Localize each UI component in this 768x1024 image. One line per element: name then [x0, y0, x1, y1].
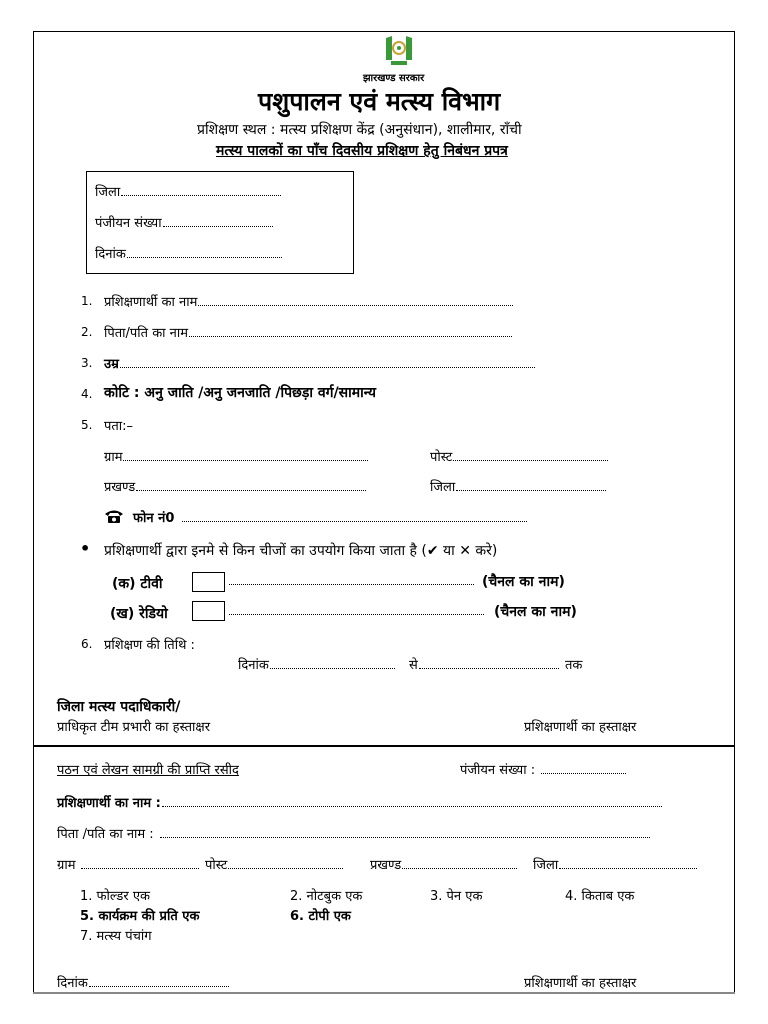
tv-channel-field[interactable]: [228, 574, 474, 589]
item-number-4: 4.: [81, 387, 93, 401]
date-word-label: दिनांक: [238, 658, 269, 673]
block-field[interactable]: [104, 477, 366, 495]
item-number-6: 6.: [81, 637, 93, 651]
village-field[interactable]: [104, 447, 368, 465]
receipt-block-field[interactable]: [370, 855, 517, 873]
tv-checkbox[interactable]: [192, 572, 225, 592]
reg-number-field[interactable]: [95, 213, 273, 231]
section-divider: [33, 745, 735, 747]
receipt-reg-label: पंजीयन संख्या :: [460, 763, 536, 778]
department-title: पशुपालन एवं मत्स्य विभाग: [258, 87, 501, 116]
officer-signature-label: प्राधिकृत टीम प्रभारी का हस्ताक्षर: [57, 720, 211, 735]
tv-label: (क) टीवी: [112, 576, 163, 592]
receipt-item-2: 2. नोटबुक एक: [290, 889, 363, 904]
radio-channel-label: (चैनल का नाम): [494, 604, 577, 620]
receipt-district-field[interactable]: [533, 855, 697, 873]
bullet-icon: •: [80, 539, 91, 558]
district-field[interactable]: [430, 477, 606, 495]
village-label: ग्राम: [104, 450, 123, 465]
receipt-item-5: 5. कार्यक्रम की प्रति एक: [80, 909, 200, 924]
post-field[interactable]: [430, 447, 608, 465]
receipt-trainee-label: प्रशिक्षणार्थी का नाम :: [57, 796, 161, 811]
usage-question: प्रशिक्षणार्थी द्वारा इनमे से किन चीजों का उपयोग किया जाता है (✔ या ✕ करे): [104, 543, 498, 559]
radio-checkbox[interactable]: [192, 601, 225, 621]
receipt-father-label: पिता /पति का नाम :: [57, 827, 154, 842]
item-number-5: 5.: [81, 418, 93, 432]
tv-channel-label: (चैनल का नाम): [482, 574, 565, 590]
receipt-district-label: जिला: [533, 858, 559, 873]
training-date-label: प्रशिक्षण की तिथि :: [104, 638, 195, 653]
address-label: पता:–: [104, 419, 134, 434]
form-title: मत्स्य पालकों का पाँच दिवसीय प्रशिक्षण हेतु निबंधन प्रपत्र: [216, 143, 508, 159]
receipt-item-6: 6. टोपी एक: [290, 909, 351, 924]
block-label: प्रखण्ड: [104, 480, 136, 495]
from-label: से: [409, 658, 418, 673]
receipt-item-7: 7. मत्स्य पंचांग: [80, 929, 152, 944]
receipt-reg-field[interactable]: [460, 760, 626, 778]
age-field[interactable]: [104, 354, 535, 372]
receipt-trainee-signature: प्रशिक्षणार्थी का हस्ताक्षर: [524, 976, 637, 991]
reg-date-field[interactable]: [95, 244, 282, 262]
father-name-label: पिता/पति का नाम: [104, 326, 189, 341]
receipt-trainee-field[interactable]: [57, 793, 662, 811]
receipt-date-field[interactable]: [57, 973, 229, 991]
radio-channel-field[interactable]: [228, 604, 484, 619]
district-label: जिला: [430, 480, 456, 495]
venue-line: प्रशिक्षण स्थल : मत्स्य प्रशिक्षण केंद्र (अनुसंधान), शालीमार, राँची: [197, 122, 522, 138]
age-label: उम्र: [104, 357, 119, 372]
training-to-date[interactable]: [409, 655, 559, 673]
phone-icon: [104, 508, 124, 524]
radio-label: (ख) रेडियो: [110, 606, 168, 622]
reg-date-label: दिनांक: [95, 247, 126, 262]
receipt-item-3: 3. पेन एक: [430, 889, 483, 904]
officer-title: जिला मत्स्य पदाधिकारी/: [57, 699, 181, 715]
reg-district-field[interactable]: [95, 182, 281, 200]
father-name-field[interactable]: [104, 323, 512, 341]
receipt-father-field[interactable]: [57, 824, 650, 842]
receipt-date-label: दिनांक: [57, 976, 88, 991]
item-number-3: 3.: [81, 356, 93, 370]
phone-label: फोन नं0: [133, 511, 175, 526]
receipt-item-1: 1. फोल्डर एक: [80, 889, 151, 904]
item-number-1: 1.: [81, 294, 93, 308]
category-options[interactable]: कोटि : अनु जाति /अनु जनजाति /पिछड़ा वर्ग/सामान्य: [104, 385, 376, 401]
training-from-date[interactable]: [238, 655, 395, 673]
receipt-village-field[interactable]: [57, 855, 199, 873]
receipt-village-label: ग्राम: [57, 858, 76, 873]
reg-district-label: जिला: [95, 185, 121, 200]
receipt-item-4: 4. किताब एक: [565, 889, 635, 904]
trainee-name-field[interactable]: [104, 292, 513, 310]
until-label: तक: [565, 658, 583, 673]
post-label: पोस्ट: [430, 450, 453, 465]
receipt-block-label: प्रखण्ड: [370, 858, 402, 873]
jharkhand-emblem-icon: [382, 34, 416, 68]
item-number-2: 2.: [81, 325, 93, 339]
receipt-title: पठन एवं लेखन सामग्री की प्राप्ति रसीद: [57, 763, 239, 778]
state-name: झारखण्ड सरकार: [363, 73, 425, 84]
receipt-post-label: पोस्ट: [205, 858, 228, 873]
reg-number-label: पंजीयन संख्या: [95, 216, 162, 231]
receipt-post-field[interactable]: [205, 855, 343, 873]
phone-field[interactable]: [133, 508, 527, 526]
bottom-border: [33, 992, 735, 994]
trainee-name-label: प्रशिक्षणार्थी का नाम: [104, 295, 198, 310]
trainee-signature-label: प्रशिक्षणार्थी का हस्ताक्षर: [524, 720, 637, 735]
